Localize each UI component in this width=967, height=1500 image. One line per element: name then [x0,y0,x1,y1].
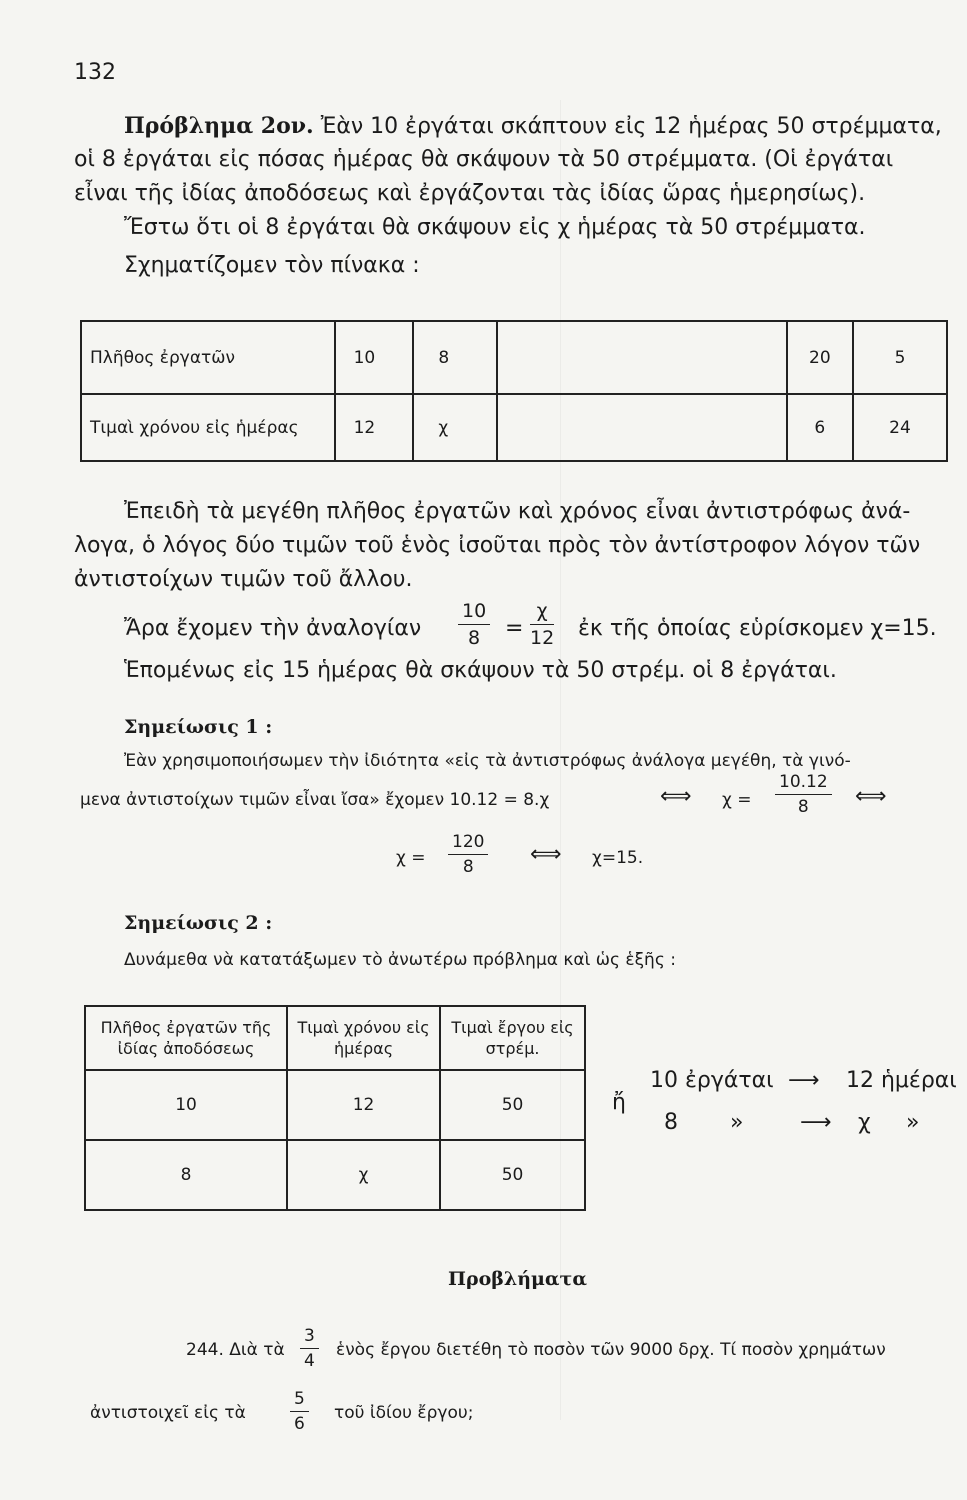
note1-line1: Ἐὰν χρησιμοποιήσωμεν τὴν ἰδιότητα «εἰς τὰ ἀντιστρόφως ἀνάλογα μεγέθη, τὰ γινό- [124,751,851,771]
proportion-fraction-1 [458,600,490,649]
proportion-prefix: Ἄρα ἔχομεν τὴν ἀναλογίαν [124,616,422,641]
problem2-heading: Πρόβλημα 2ον. [124,113,314,139]
problem-244-fraction-1 [300,1326,319,1371]
note1-fraction-2 [448,832,488,877]
equivalence-arrow-icon: ⟺ [660,784,692,809]
problem2-line1 [124,113,942,139]
fraction-denominator: 8 [462,857,474,877]
table1-cell [497,321,786,394]
fraction-denominator: 8 [468,627,481,649]
table1-cell: 20 [787,321,853,394]
problem2-line2: οἱ 8 ἐργάται εἰς πόσας ἡμέρας θὰ σκάψουν τὰ 50 στρέμματα. (Οἱ ἐργάται [74,147,894,172]
table1-row1-label: Πλῆθος ἐργατῶν [81,321,335,394]
table2-cell: 50 [440,1140,585,1210]
table2-header: Τιμαὶ χρόνου εἰς ἡμέρας [287,1006,440,1070]
table2-header: Πλῆθος ἐργατῶν τῆς ἰδίας ἀποδόσεως [85,1006,287,1070]
table1-cell: 10 [335,321,414,394]
problem2-line3: εἶναι τῆς ἰδίας ἀποδόσεως καὶ ἐργάζονται τὰς ἰδίας ὥρας ἡμερησίως). [74,181,866,206]
table1-cell [497,394,786,461]
fraction-numerator: 5 [290,1389,309,1412]
table-workers-days [80,320,948,462]
fraction-numerator: 10 [458,600,490,625]
problem2-text1: Ἐὰν 10 ἐργάται σκάπτουν εἰς 12 ἡμέρας 50 στρέμματα, [320,114,942,139]
table2-cell: χ [287,1140,440,1210]
table-row [81,321,947,394]
page-number: 132 [74,60,116,85]
fraction-denominator: 12 [530,627,555,649]
problem-244-line2-prefix: ἀντιστοιχεῖ εἰς τὰ [90,1403,246,1423]
fraction-numerator: 3 [300,1326,319,1349]
table1-cell: 8 [413,321,497,394]
fraction-numerator: 10.12 [775,772,832,795]
equivalence-arrow-icon: ⟺ [855,784,887,809]
equivalence-arrow-icon: ⟺ [530,842,562,867]
problems-heading: Προβλήματα [448,1268,587,1290]
right-arrow-icon: ⟶ [800,1110,832,1135]
ditto-mark: » [730,1110,744,1135]
alt-row2-left: 8 [664,1110,678,1135]
table1-cell: 6 [787,394,853,461]
conclusion: Ἑπομένως εἰς 15 ἡμέρας θὰ σκάψουν τὰ 50 στρέμ. οἱ 8 ἐργάται. [124,658,837,683]
problem-244-prefix: 244. Διὰ τὰ [186,1340,285,1360]
fraction-numerator: χ [530,600,554,625]
ditto-mark: » [906,1110,920,1135]
fraction-denominator: 8 [797,797,809,817]
table1-row2-label: Τιμαὶ χρόνου εἰς ἡμέρας [81,394,335,461]
note1-heading: Σημείωσις 1 : [124,716,273,738]
proportion-suffix: ἐκ τῆς ὁποίας εὑρίσκομεν χ=15. [578,616,937,641]
problem-244-text: ἑνὸς ἔργου διετέθη τὸ ποσὸν τῶν 9000 δρχ. Τί ποσὸν χρημάτων [336,1340,886,1360]
note1-line2: μενα ἀντιστοίχων τιμῶν εἶναι ἴσα» ἔχομεν 10.12 = 8.χ [80,790,550,810]
table1-cell: χ [413,394,497,461]
table-row [81,394,947,461]
proportion-fraction-2 [530,600,554,649]
table-row [85,1140,585,1210]
note1-x-eq-2: χ = [396,848,426,868]
problem2-line5: Σχηματίζομεν τὸν πίνακα : [124,253,420,278]
explanation-line3: ἀντιστοίχων τιμῶν τοῦ ἄλλου. [74,567,413,592]
table2-cell: 12 [287,1070,440,1140]
table2-cell: 50 [440,1070,585,1140]
table-row [85,1070,585,1140]
right-arrow-icon: ⟶ [788,1068,820,1093]
table2-cell: 8 [85,1140,287,1210]
table-header-row [85,1006,585,1070]
problem-244-fraction-2 [290,1389,309,1434]
proportion-equals: = [505,616,524,641]
table1-cell: 5 [853,321,947,394]
note1-result: χ=15. [592,848,644,868]
table2-header: Τιμαὶ ἔργου εἰς στρέμ. [440,1006,585,1070]
explanation-line1: Ἐπειδὴ τὰ μεγέθη πλῆθος ἐργατῶν καὶ χρόνος εἶναι ἀντιστρόφως ἀνά- [124,499,911,524]
table1-cell: 12 [335,394,414,461]
alt-row1-right: 12 ἡμέραι [846,1068,957,1093]
table-workers-days-work [84,1005,586,1211]
fraction-numerator: 120 [448,832,488,855]
alt-row1-left: 10 ἐργάται [650,1068,774,1093]
note1-fraction-1 [775,772,832,817]
problem2-line4: Ἔστω ὅτι οἱ 8 ἐργάται θὰ σκάψουν εἰς χ ἡμέρας τὰ 50 στρέμματα. [124,215,866,240]
or-word: ἤ [612,1090,626,1115]
alt-row2-right: χ [858,1110,871,1135]
fraction-denominator: 6 [294,1414,305,1434]
note2-heading: Σημείωσις 2 : [124,912,273,934]
problem-244-line2-suffix: τοῦ ἰδίου ἔργου; [334,1403,474,1423]
table1-cell: 24 [853,394,947,461]
fraction-denominator: 4 [304,1351,315,1371]
table2-cell: 10 [85,1070,287,1140]
note2-line1: Δυνάμεθα νὰ κατατάξωμεν τὸ ἀνωτέρω πρόβλημα καὶ ὡς ἑξῆς : [124,950,676,970]
explanation-line2: λογα, ὁ λόγος δύο τιμῶν τοῦ ἑνὸς ἰσοῦται πρὸς τὸν ἀντίστροφον λόγον τῶν [74,533,921,558]
note1-x-eq: χ = [722,790,752,810]
